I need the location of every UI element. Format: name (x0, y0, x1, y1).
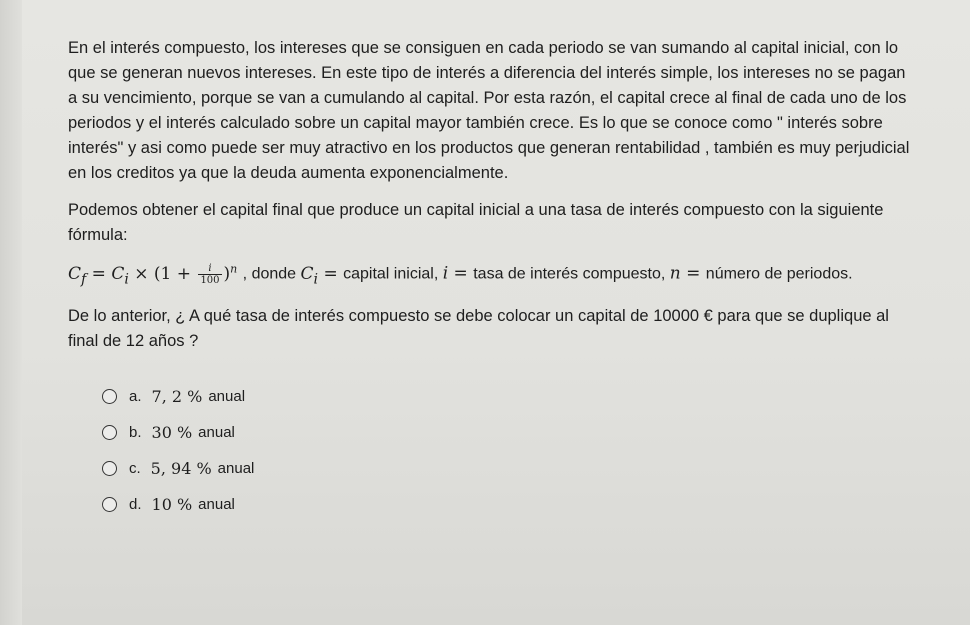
def-n-eq: = (680, 263, 706, 284)
formula-times: × (1 + (128, 263, 197, 284)
def-i-eq: = (448, 263, 474, 284)
option-unit: anual (198, 423, 235, 441)
def-ci-var: C (300, 263, 314, 284)
option-letter: d. (129, 495, 142, 513)
option-a[interactable] (102, 378, 918, 414)
def-i (443, 264, 474, 284)
def-n-var: n (669, 263, 681, 284)
radio-icon[interactable] (102, 425, 117, 440)
radio-icon[interactable] (102, 389, 117, 404)
def-ci-sub: i (313, 271, 319, 288)
formula-ci: C (111, 263, 125, 284)
option-value: 5, 94 % (150, 458, 212, 478)
radio-icon[interactable] (102, 497, 117, 512)
answer-options (68, 378, 918, 522)
formula-equals: = (86, 263, 112, 284)
formula (68, 262, 243, 288)
def-ci (300, 263, 344, 288)
def-n-desc: número de periodos. (705, 265, 853, 283)
def-i-var: i (442, 263, 449, 284)
def-i-desc: tasa de interés compuesto, (473, 265, 670, 283)
formula-close: ) (223, 263, 231, 284)
formula-fraction (198, 263, 221, 286)
formula-cf-sub: f (81, 271, 87, 288)
radio-icon[interactable] (102, 461, 117, 476)
formula-line (68, 256, 918, 292)
def-ci-desc: capital inicial, (343, 265, 443, 283)
intro-paragraph: En el interés compuesto, los intereses que se consiguen en cada periodo se van sumando al capital inicial, con lo que se generan nuevos intereses. En este tipo de interés a diferencia del interés simple, los intereses no se pagan a su vencimiento, porque se van a cumulando al capital. Por esta razón, el capital crece al final de cada uno de los periodos y el interés calculado sobre un capital mayor también crece. Es lo que se conoce como " interés sobre interés" y asi como puede ser muy atractivo en los productos que generan rentabilidad , también es muy perjudicial en los creditos ya que la deuda aumenta exponencialmente. (68, 39, 910, 182)
def-n (670, 264, 706, 284)
option-unit: anual (217, 459, 255, 477)
fraction-denominator: 100 (200, 274, 220, 286)
option-value: 7, 2 % (151, 386, 203, 406)
def-ci-eq: = (318, 263, 344, 284)
option-unit: anual (208, 387, 246, 405)
question-block (68, 36, 918, 522)
option-value: 30 % (151, 422, 193, 442)
option-c[interactable] (102, 450, 918, 486)
option-letter: a. (129, 387, 142, 405)
paper-edge (0, 0, 22, 625)
formula-intro-paragraph: Podemos obtener el capital final que produce un capital inicial a una tasa de interés compuesto con la siguiente fórmula: (68, 201, 884, 244)
option-value: 10 % (151, 494, 193, 514)
formula-exponent: n (230, 262, 238, 275)
option-letter: b. (129, 423, 142, 441)
option-d[interactable] (102, 486, 918, 522)
option-letter: c. (129, 459, 141, 477)
formula-ci-sub: i (124, 271, 129, 288)
fraction-numerator: i (198, 263, 221, 275)
formula-cf: C (68, 263, 82, 284)
option-b[interactable] (102, 414, 918, 450)
option-unit: anual (198, 495, 235, 513)
question-prompt: De lo anterior, ¿ A qué tasa de interés compuesto se debe colocar un capital de 10000 € para que se duplique al final de 12 años ? (68, 307, 889, 351)
formula-donde: , donde (242, 265, 301, 283)
